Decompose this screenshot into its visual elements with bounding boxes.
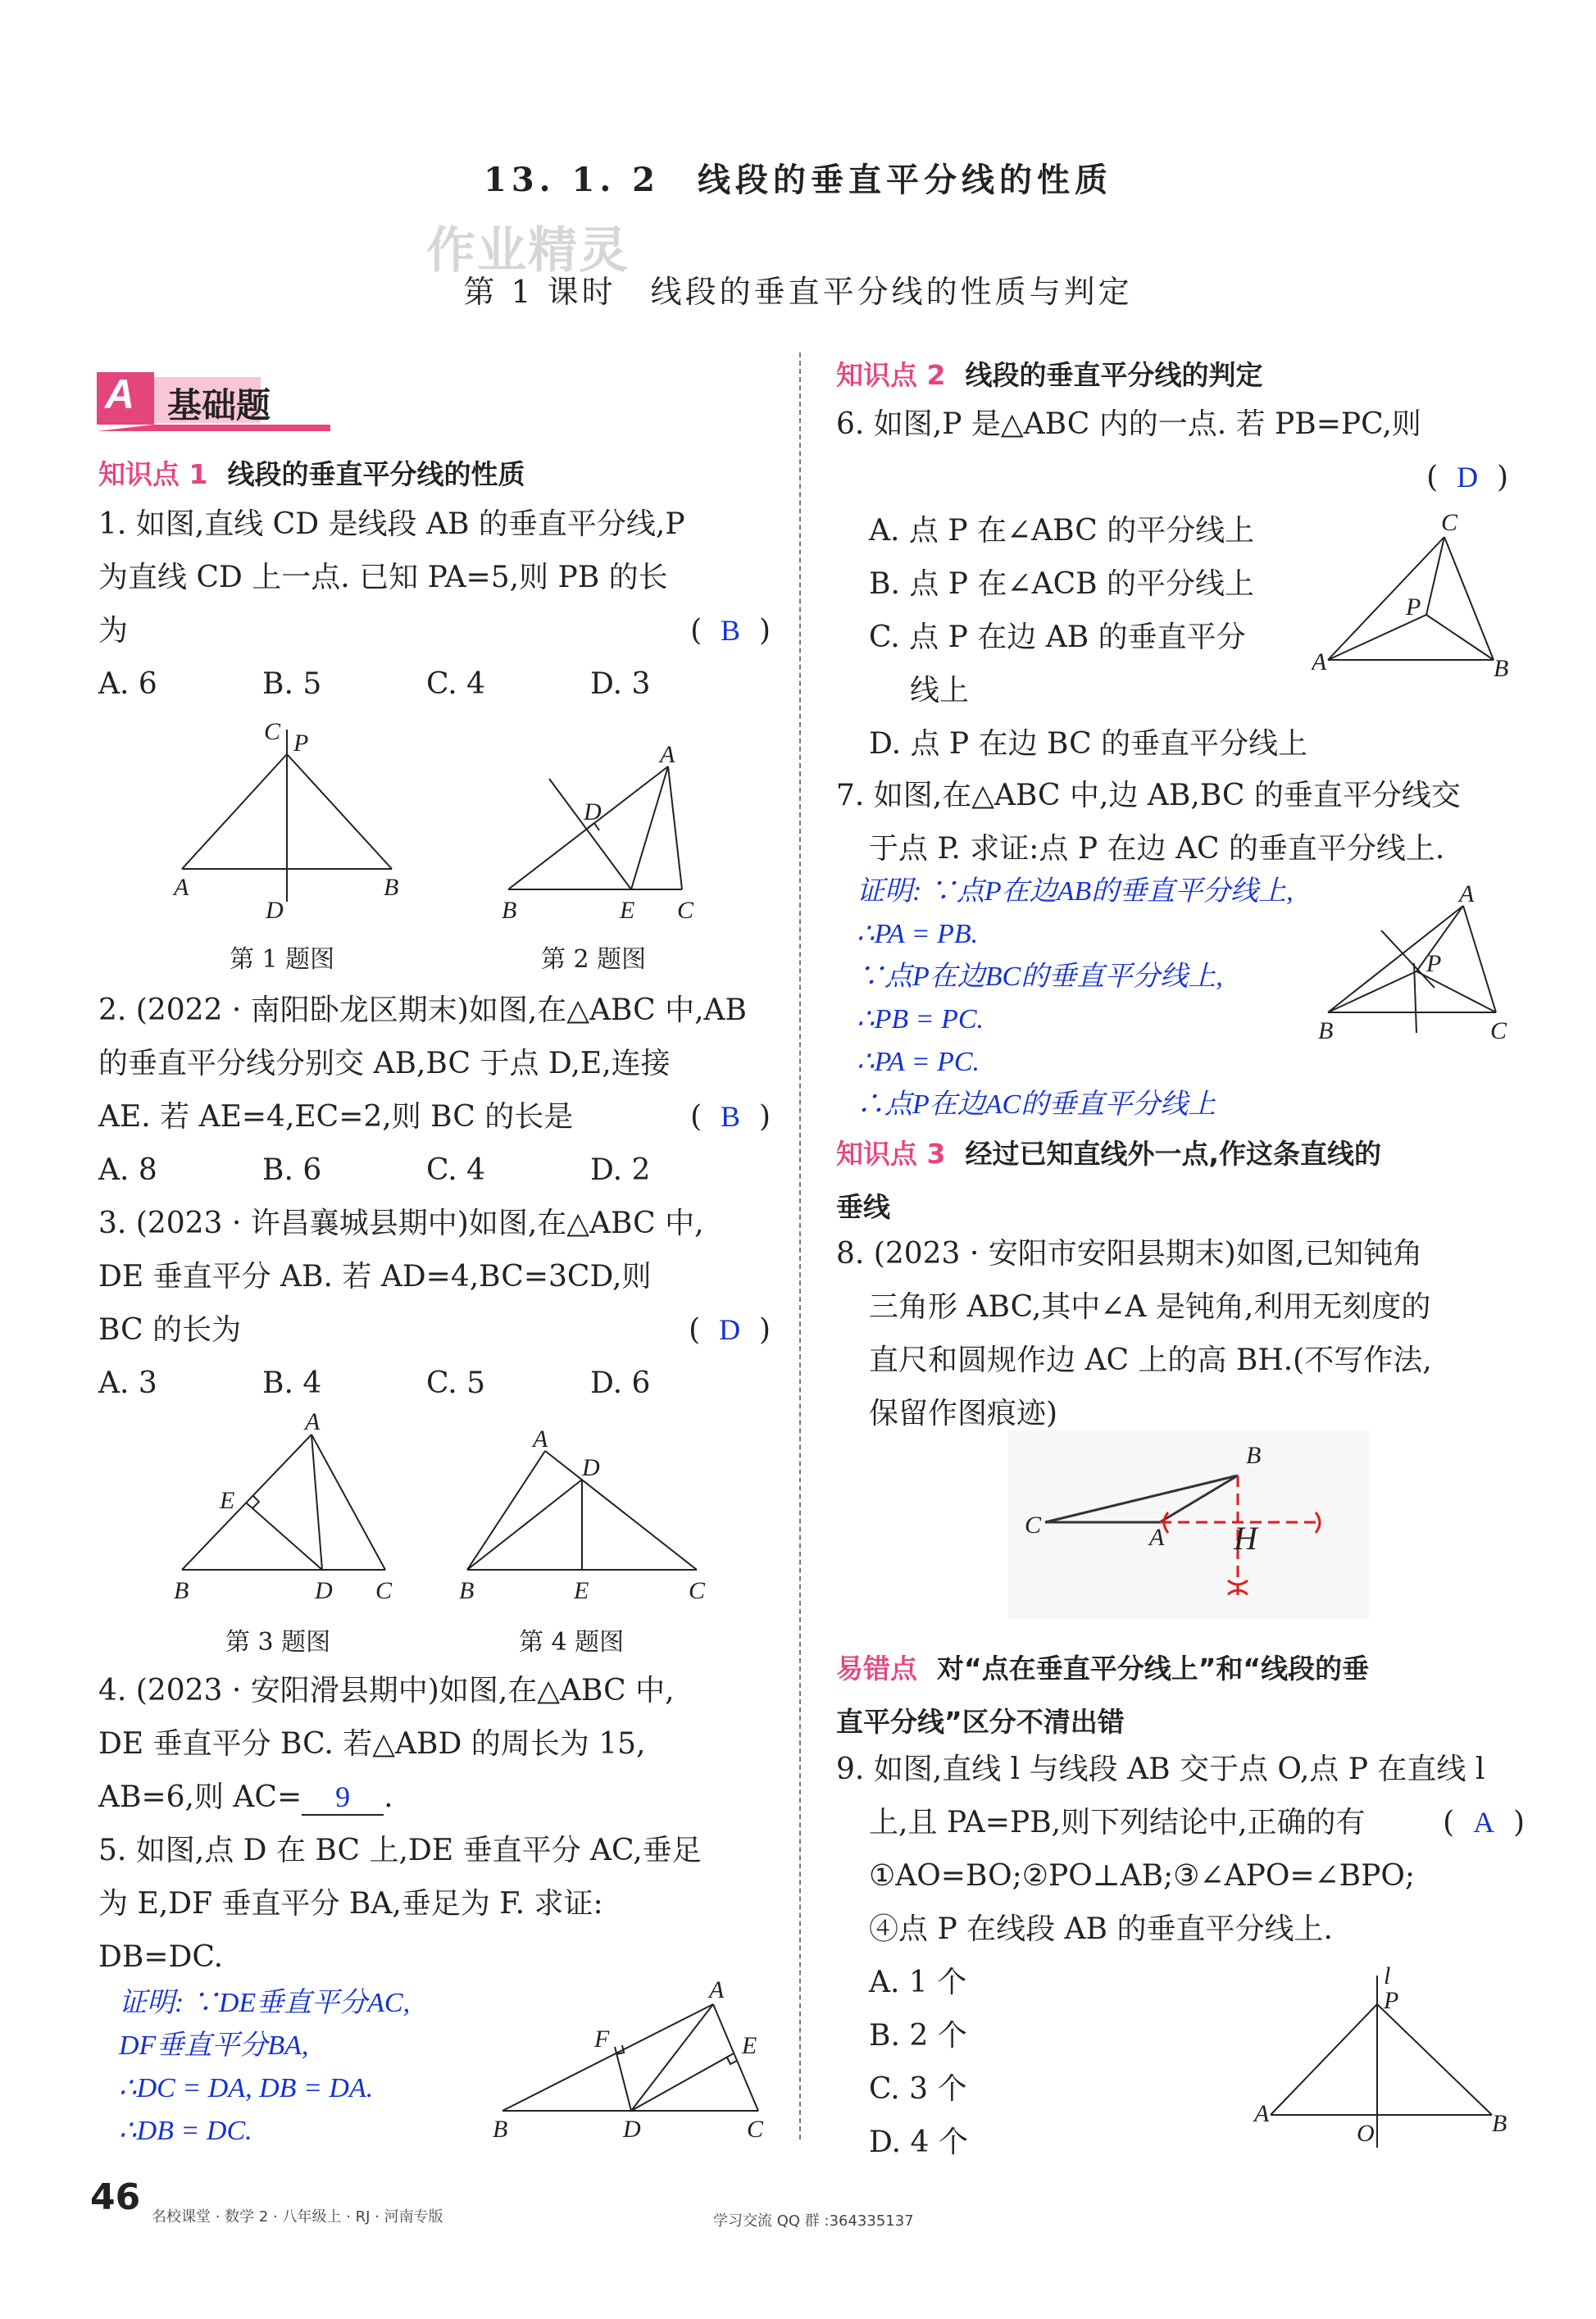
- proof-7: [857, 871, 1294, 1126]
- q-punct: .: [384, 1780, 393, 1814]
- option: C. 4: [426, 1153, 486, 1187]
- label: B: [493, 2116, 508, 2143]
- proof-line: ∴点P在边AC的垂直平分线上: [857, 1089, 1216, 1120]
- option: 线上: [910, 674, 970, 707]
- answer: D: [1457, 461, 1479, 493]
- q-line: 上,且 PA=PB,则下列结论中,正确的有: [869, 1806, 1366, 1839]
- options: [98, 657, 771, 711]
- q-line: 5. 如图,点 D 在 BC 上,DE 垂直平分 AC,垂足: [98, 1834, 702, 1867]
- kp-title-cont: 垂线: [836, 1191, 890, 1223]
- question-6: 6. 如图,P 是△ABC 内的一点. 若 PB=PC,则 ( D ): [836, 398, 1508, 504]
- proof-line: ∴PA = PB.: [857, 919, 979, 949]
- label: P: [1426, 950, 1442, 977]
- q-line: 4. (2023 · 安阳滑县期中)如图,在△ABC 中,: [98, 1674, 675, 1707]
- q-line: 3. (2023 · 许昌襄城县期中)如图,在△ABC 中,: [98, 1207, 704, 1240]
- label: E: [220, 1487, 235, 1514]
- figure-8: [1008, 1430, 1369, 1619]
- option: D. 2: [590, 1153, 651, 1187]
- q-line: 于点 P. 求证:点 P 在边 AC 的垂直平分线上.: [869, 832, 1445, 866]
- q-line: 7. 如图,在△ABC 中,边 AB,BC 的垂直平分线交: [836, 779, 1461, 812]
- kp-title: 线段的垂直平分线的判定: [965, 359, 1263, 391]
- proof-line: ∴PA = PC.: [857, 1047, 980, 1077]
- q-line: 为 E,DF 垂直平分 BA,垂足为 F. 求证:: [98, 1887, 603, 1921]
- figure-4: [451, 1418, 713, 1607]
- q-line: 2. (2022 · 南阳卧龙区期末)如图,在△ABC 中,AB: [98, 994, 747, 1027]
- label: D: [623, 2116, 641, 2143]
- question-7: [836, 769, 1525, 875]
- option: B. 2 个: [869, 2019, 967, 2053]
- proof-line: 证明: ∵DE垂直平分AC,: [119, 1988, 411, 2018]
- option: D. 6: [590, 1366, 651, 1400]
- option: C. 4: [426, 667, 486, 701]
- kp-title: 经过已知直线外一点,作这条直线的: [965, 1138, 1381, 1170]
- answer: 9: [335, 1780, 351, 1813]
- q-line: 为: [98, 614, 129, 648]
- question-9-options: [869, 1956, 968, 2169]
- label: B: [459, 1577, 475, 1604]
- label: A: [305, 1410, 321, 1435]
- label: C: [264, 718, 281, 745]
- answer: B: [721, 1100, 741, 1133]
- label: B: [1318, 1017, 1334, 1044]
- proof-line: ∴DC = DA, DB = DA.: [119, 2073, 374, 2103]
- knowledge-point-2: [836, 354, 1262, 393]
- section-title: 13. 1. 2 线段的垂直平分线的性质: [483, 161, 1113, 199]
- question-3: 3. (2023 · 许昌襄城县期中)如图,在△ABC 中, DE 垂直平分 AB. 若 AD=4,BC=3CD,则 BC 的长为 ( D ) A. 3 B. 4 C. 5 D. 6: [98, 1197, 771, 1410]
- option: A. 点 P 在∠ABC 的平分线上: [869, 514, 1255, 548]
- option: C. 5: [426, 1366, 486, 1400]
- label: C: [1490, 1017, 1507, 1044]
- kp-title-cont: 直平分线”区分不清出错: [836, 1706, 1125, 1738]
- option: D. 3: [590, 667, 651, 701]
- option: B. 6: [262, 1153, 322, 1187]
- label: D: [584, 798, 602, 825]
- label: A: [709, 1976, 725, 2003]
- option: C. 点 P 在边 AB 的垂直平分: [869, 621, 1246, 654]
- label: D: [582, 1454, 600, 1481]
- label: A: [1149, 1524, 1165, 1551]
- question-8: [836, 1227, 1525, 1440]
- kp-tag: 知识点 2: [836, 359, 946, 391]
- label: E: [620, 897, 635, 924]
- label: C: [1441, 509, 1458, 536]
- badge-label: 基础题: [167, 385, 271, 425]
- option: C. 3 个: [869, 2072, 967, 2106]
- figure-2-caption: 第 2 题图: [541, 945, 647, 974]
- option: B. 4: [262, 1366, 322, 1400]
- q-line: 三角形 ABC,其中∠A 是钝角,利用无刻度的: [869, 1290, 1431, 1324]
- qq-group: 学习交流 QQ 群 :364335137: [713, 2212, 914, 2230]
- label: A: [1312, 648, 1327, 675]
- q-line: AE. 若 AE=4,EC=2,则 BC 的长是: [98, 1100, 574, 1134]
- option: A. 6: [98, 667, 157, 701]
- section-badge: [97, 367, 343, 436]
- question-5: [98, 1824, 771, 1984]
- column-divider: [799, 352, 801, 2139]
- figure-1-caption: 第 1 题图: [230, 945, 335, 974]
- kp-title: 线段的垂直平分线的性质: [227, 458, 525, 490]
- option: A. 8: [98, 1153, 157, 1187]
- kp-tag: 易错点: [836, 1653, 917, 1685]
- q-line: DE 垂直平分 BC. 若△ABD 的周长为 15,: [98, 1727, 646, 1761]
- q-line: 8. (2023 · 安阳市安阳县期末)如图,已知钝角: [836, 1237, 1423, 1271]
- figure-2: [492, 738, 721, 934]
- option: A. 1 个: [869, 1966, 967, 1999]
- label: C: [1025, 1512, 1042, 1539]
- q-line: 为直线 CD 上一点. 已知 PA=5,则 PB 的长: [98, 561, 668, 594]
- option: D. 点 P 在边 BC 的垂直平分线上: [869, 727, 1308, 761]
- label: E: [742, 2032, 757, 2059]
- label: H: [1234, 1520, 1257, 1557]
- figure-3: [164, 1410, 410, 1607]
- proof-line: ∵点P在边BC的垂直平分线上,: [857, 962, 1223, 992]
- q-line: ④点 P 在线段 AB 的垂直平分线上.: [869, 1912, 1333, 1946]
- label: A: [1459, 881, 1475, 907]
- knowledge-point-1: [98, 453, 525, 492]
- badge-letter: A: [105, 371, 135, 417]
- label: O: [1357, 2120, 1375, 2147]
- book-info: 名校课堂 · 数学 2 · 八年级上 · RJ · 河南专版: [152, 2208, 443, 2226]
- label: l: [1384, 1962, 1391, 1989]
- label: B: [1492, 2110, 1507, 2137]
- figure-3-caption: 第 3 题图: [225, 1628, 331, 1657]
- page-number: 46: [90, 2176, 141, 2218]
- proof-line: DF垂直平分BA,: [119, 2030, 309, 2061]
- option: D. 4 个: [869, 2126, 968, 2159]
- lesson-title: 第 1 课时 线段的垂直平分线的性质与判定: [463, 274, 1133, 310]
- kp-title: 对“点在垂直平分线上”和“线段的垂: [937, 1653, 1370, 1685]
- figure-4-caption: 第 4 题图: [519, 1628, 625, 1657]
- question-2: 2. (2022 · 南阳卧龙区期末)如图,在△ABC 中,AB 的垂直平分线分别交 AB,BC 于点 D,E,连接 AE. 若 AE=4,EC=2,则 BC 的长是 ( B ) A. 8 B. 6 C. 4 D. 2: [98, 984, 771, 1197]
- figure-6: [1312, 504, 1516, 684]
- label: A: [660, 741, 675, 768]
- label: P: [1384, 1987, 1399, 2014]
- label: A: [1254, 2100, 1270, 2127]
- label: A: [174, 874, 189, 901]
- label: C: [375, 1577, 393, 1604]
- answer: B: [721, 614, 741, 647]
- figure-5: [488, 1971, 783, 2144]
- label: B: [384, 874, 399, 901]
- proof-line: ∴PB = PC.: [857, 1004, 984, 1034]
- label: P: [293, 730, 309, 757]
- question-4: [98, 1664, 771, 1824]
- label: D: [315, 1577, 333, 1604]
- label: B: [502, 897, 517, 924]
- label: B: [174, 1577, 189, 1604]
- q-line: 1. 如图,直线 CD 是线段 AB 的垂直平分线,P: [98, 507, 685, 541]
- label: F: [594, 2026, 610, 2053]
- figure-7: [1312, 881, 1525, 1053]
- figure-1: [164, 713, 410, 926]
- figure-9: [1246, 1959, 1516, 2156]
- label: D: [266, 897, 284, 924]
- question-6-options: [869, 504, 1328, 771]
- label: C: [747, 2116, 764, 2143]
- q-line: AB=6,则 AC=: [98, 1780, 302, 1814]
- answer: D: [719, 1313, 741, 1346]
- options: [98, 1144, 771, 1197]
- error-point: [836, 1642, 1369, 1748]
- question-1: 1. 如图,直线 CD 是线段 AB 的垂直平分线,P 为直线 CD 上一点. 已知 PA=5,则 PB 的长 为 ( B ) A. 6 B. 5 C. 4 D. 3: [98, 498, 771, 711]
- watermark: 作业精灵: [426, 222, 630, 280]
- answer: A: [1473, 1806, 1495, 1839]
- label: A: [533, 1426, 548, 1453]
- kp-tag: 知识点 3: [836, 1138, 946, 1170]
- q-line: 6. 如图,P 是△ABC 内的一点. 若 PB=PC,则: [836, 407, 1421, 441]
- q-line: ①AO=BO;②PO⊥AB;③∠APO=∠BPO;: [869, 1859, 1415, 1893]
- q-line: DE 垂直平分 AB. 若 AD=4,BC=3CD,则: [98, 1260, 652, 1294]
- proof-line: 证明: ∵点P在边AB的垂直平分线上,: [857, 876, 1294, 907]
- q-line: BC 的长为: [98, 1313, 242, 1347]
- kp-tag: 知识点 1: [98, 458, 208, 490]
- label: C: [677, 897, 694, 924]
- option: B. 点 P 在∠ACB 的平分线上: [869, 567, 1255, 601]
- label: B: [1246, 1442, 1262, 1469]
- q-line: DB=DC.: [98, 1940, 224, 1974]
- proof-5: [119, 1982, 410, 2153]
- q-line: 的垂直平分线分别交 AB,BC 于点 D,E,连接: [98, 1047, 671, 1080]
- knowledge-point-3: [836, 1127, 1381, 1234]
- label: P: [1406, 593, 1421, 621]
- proof-line: ∴DB = DC.: [119, 2116, 252, 2146]
- options: [98, 1357, 771, 1410]
- q-line: 保留作图痕迹): [869, 1397, 1058, 1430]
- q-line: 9. 如图,直线 l 与线段 AB 交于点 O,点 P 在直线 l: [836, 1753, 1485, 1786]
- option: B. 5: [262, 667, 322, 701]
- label: C: [689, 1577, 706, 1604]
- question-9: 9. 如图,直线 l 与线段 AB 交于点 O,点 P 在直线 l 上,且 PA=PB,则下列结论中,正确的有 ( A ) ①AO=BO;②PO⊥AB;③∠APO=∠BPO; ④点 P 在线段 AB 的垂直平分线上.: [836, 1743, 1525, 1956]
- q-line: 直尺和圆规作边 AC 上的高 BH.(不写作法,: [869, 1344, 1432, 1377]
- option: A. 3: [98, 1366, 157, 1400]
- label: E: [574, 1577, 589, 1604]
- label: B: [1494, 655, 1509, 682]
